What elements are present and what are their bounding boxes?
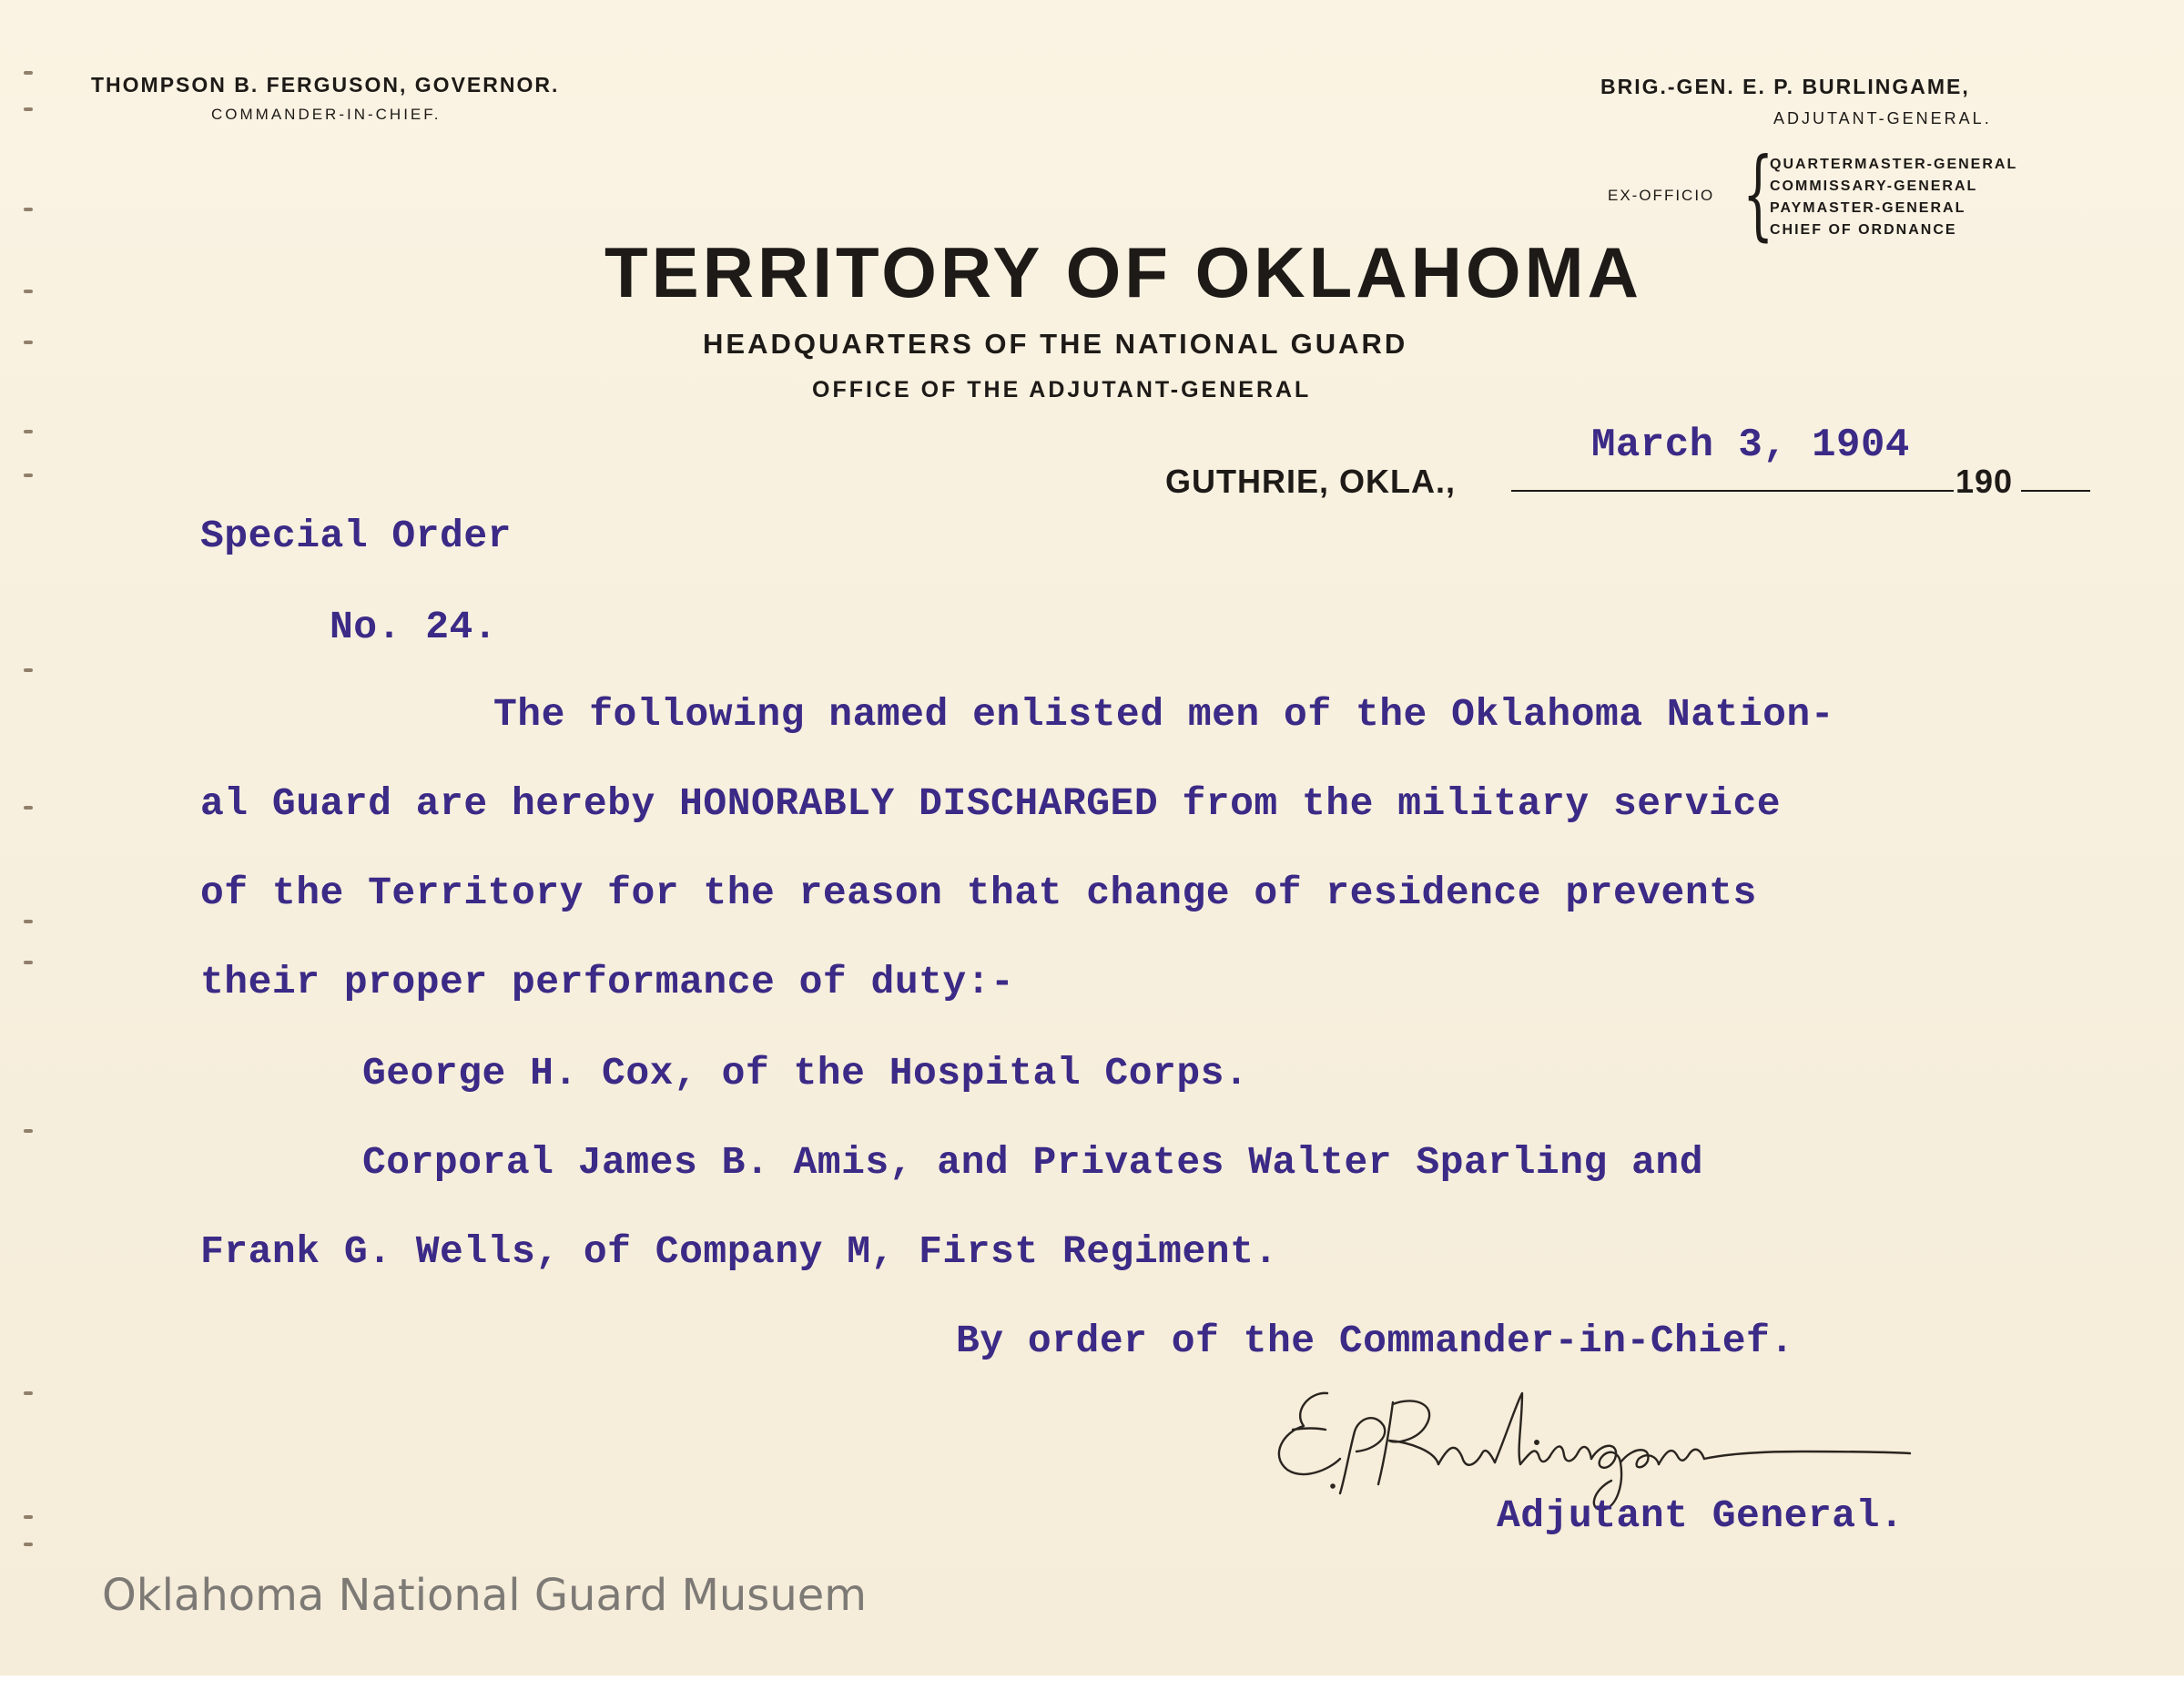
discharge-entry: George H. Cox, of the Hospital Corps.: [362, 1051, 1249, 1095]
punch-mark: [24, 341, 33, 344]
signer-title: Adjutant General.: [1497, 1493, 1905, 1538]
discharge-entry: Corporal James B. Amis, and Privates Walter Sparling and: [362, 1140, 1704, 1185]
brace-icon: {: [1742, 138, 1774, 251]
adjutant-title: ADJUTANT-GENERAL.: [1773, 109, 1992, 127]
punch-mark: [24, 474, 33, 477]
body-line: their proper performance of duty:-: [200, 960, 1015, 1004]
closing-line: By order of the Commander-in-Chief.: [956, 1319, 1794, 1363]
body-line: of the Territory for the reason that change of residence prevents: [200, 871, 1757, 915]
body-line: al Guard are hereby HONORABLY DISCHARGED from the military service: [200, 781, 1782, 826]
letterhead-office: OFFICE OF THE ADJUTANT-GENERAL: [812, 377, 1312, 402]
place-label: GUTHRIE, OKLA.,: [1165, 463, 1456, 500]
punch-mark: [24, 920, 33, 923]
punch-mark: [24, 71, 33, 75]
punch-mark: [24, 208, 33, 211]
governor-name: THOMPSON B. FERGUSON, GOVERNOR.: [91, 73, 560, 97]
punch-mark: [24, 668, 33, 672]
punch-mark: [24, 290, 33, 293]
ex-officio-role: QUARTERMASTER-GENERAL: [1770, 157, 2018, 172]
letterhead-subtitle: HEADQUARTERS OF THE NATIONAL GUARD: [703, 328, 1408, 360]
year-rule: [2021, 490, 2090, 492]
adjutant-name: BRIG.-GEN. E. P. BURLINGAME,: [1600, 75, 1970, 98]
order-number: No. 24.: [330, 605, 498, 649]
punch-mark: [24, 1391, 33, 1395]
date-rule: [1511, 490, 1954, 492]
body-line: The following named enlisted men of the Oklahoma Nation-: [493, 692, 1835, 737]
letter-date: March 3, 1904: [1591, 423, 1910, 468]
ex-officio-role: PAYMASTER-GENERAL: [1770, 200, 1966, 216]
ex-officio-label: EX-OFFICIO: [1608, 187, 1715, 204]
punch-mark: [24, 107, 33, 111]
discharge-entry: Frank G. Wells, of Company M, First Regiment.: [200, 1229, 1278, 1274]
year-prefix: 190: [1955, 463, 2014, 500]
letterhead-title: TERRITORY OF OKLAHOMA: [604, 232, 1642, 312]
museum-watermark: Oklahoma National Guard Musuem: [102, 1570, 868, 1621]
scan-border: [0, 1676, 2184, 1701]
governor-title: COMMANDER-IN-CHIEF.: [211, 106, 442, 123]
punch-mark: [24, 1543, 33, 1546]
punch-mark: [24, 1515, 33, 1519]
punch-mark: [24, 806, 33, 810]
order-heading: Special Order: [200, 514, 512, 558]
ex-officio-role: COMMISSARY-GENERAL: [1770, 178, 1978, 194]
punch-mark: [24, 430, 33, 433]
punch-mark: [24, 1129, 33, 1133]
punch-mark: [24, 961, 33, 964]
ex-officio-role: CHIEF OF ORDNANCE: [1770, 222, 1957, 238]
